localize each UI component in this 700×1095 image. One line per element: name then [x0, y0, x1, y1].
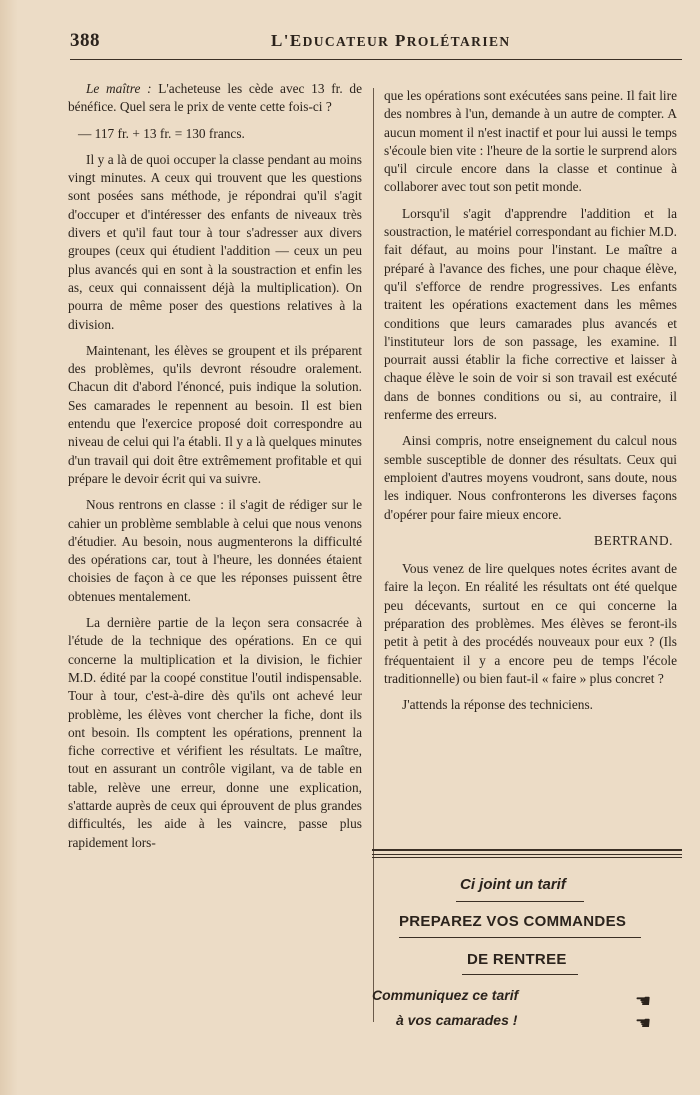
left-paragraph-6: La dernière partie de la leçon sera consacrée à l'étude de la technique des opérations. En ce qui concerne la multiplication et la division, le fichier M.D. édité par la coopé constitue l'outil indispensable. Tour à tour, c'est-à-dire dès qu'ils ont achevé leur problème, les élèves vont chercher la fiche, dont ils ont besoin. Ils comptent les opérations, prennent la fiche corrective et vérifient les résultats. Le maître, tout en assurant un contrôle vigilant, va de table en table, relève une erreur, donne une explication, s'attarde auprès de ceux qui éprouvent de plus grandes difficultés, les aide à les vaincre, passe plus rapidement lors- [68, 615, 362, 850]
running-head-part1: L'E [271, 31, 303, 50]
left-paragraph-5: Nous rentrons en classe : il s'agit de rédiger sur le cahier un problème semblable à celui que nous venons d'étudier. Au besoin, nous augmenterons la difficulté des opérations car, tout à l'heure, les données étaient choisies de façon à ce que les réponses puissent être obtenues mentalement. [68, 497, 362, 604]
right-paragraph-1: que les opérations sont exécutées sans peine. Il fait lire des nombres à l'un, demande à un autre de compter. A aucun moment il n'est inactif et pour lui aussi le temps s'écoule bien vite : l'heure de la sortie le surprend alors qu'il circule encore dans la classe et continue à collaborer avec tout son petit monde. [384, 88, 677, 195]
right-paragraph-3: Ainsi compris, notre enseignement du calcul nous semble susceptible de donner des résultats. Ceux qui emploient d'autres moyens voudront, sans doute, nous les indiquer. Nous confronterons les diverses façons d'opérer pour faire mieux encore. [384, 433, 677, 522]
left-paragraph-1 [68, 80, 362, 117]
advert-line-communiquez: Communiquez ce tarif [372, 987, 519, 1003]
advert-line-tarif: Ci joint un tarif [460, 876, 566, 893]
advert-rule [399, 937, 641, 938]
left-paragraph-4: Maintenant, les élèves se groupent et ils préparent des problèmes, qu'ils devront résoudre oralement. Chacun dit d'abord l'énoncé, puis indique la solution. Ses camarades le repennent au besoin. Il est bien entendu que l'exercice proposé doit correspondre au niveau de celui qui l'a établi. Il y a là quelques minutes d'un travail qui doit être extrêmement profitable et qui prépare le devoir écrit qui va suivre. [68, 342, 362, 486]
left-column [68, 80, 362, 860]
right-paragraph-4: Vous venez de lire quelques notes écrites avant de faire la leçon. En réalité les résultats ont été quelque peu décevants, surtout en ce qui concerne la préparation des problèmes. Mes élèves se feront-ils petit à petit à des procédés nouveaux pour eux ? (Ils fréquentaient il y a encore peu de temps l'école traditionnelle) ou bien faut-il « faire » plus concret ? [384, 561, 677, 686]
running-head-title [271, 31, 511, 51]
left-paragraph-3: Il y a là de quoi occuper la classe pendant au moins vingt minutes. A ceux qui trouvent que les questions sont posées sans méthode, je répondrai qu'il s'agit d'occuper et d'intéresser des enfants de niveaux très divers et qu'il faut tour à tour s'adresser aux divers groupes (ceux qui étudient l'addition — ceux un peu plus avancés qui en sont à la soustraction et enfin les as, ceux qui connaissent déjà la multiplication). On pourra de même poser des questions relatives à la division. [68, 151, 362, 332]
advert-rule [456, 901, 584, 902]
running-head-part2: DUCATEUR [302, 34, 390, 49]
page-edge-shadow [0, 0, 18, 1095]
author-signature: BERTRAND. [594, 532, 673, 548]
right-paragraph-2: Lorsqu'il s'agit d'apprendre l'addition et la soustraction, le matériel correspondant au fichier M.D. fait défaut, au moins pour l'instant. Le maître a préparé à l'avance des fiches, une pour chaque élève, qu'il s'efforce de rendre progressives. Les enfants traitent les opérations exactement dans les mêmes conditions que leurs camarades plus avancés et l'instituteur lors de son passage, les examine. Il pourrait aussi établir la fiche corrective et laisser à chaque élève le soin de voir si son travail est exécuté dans de bonnes conditions ou si, au contraire, il renferme des erreurs. [384, 205, 677, 423]
dialogue-text: L'acheteuse les cède avec 13 fr. de bénéfice. Quel sera le prix de vente cette fois-ci ? [68, 81, 363, 115]
advert-rule [462, 974, 578, 975]
dialogue-speaker: Le maître : [86, 81, 152, 96]
page-number: 388 [70, 30, 100, 51]
column-divider [373, 88, 374, 1022]
header-rule [70, 59, 682, 60]
calculation-line: — 117 fr. + 13 fr. = 130 francs. [78, 125, 245, 141]
advert-line-camarades: à vos camarades ! [396, 1012, 518, 1028]
pointing-hand-icon: ☚ [635, 1013, 652, 1033]
pointing-hand-icon: ☚ [635, 991, 652, 1011]
running-head-part4: ROLÉTARIEN [406, 34, 511, 49]
right-paragraph-5: J'attends la réponse des techniciens. [402, 697, 594, 713]
advert-line-rentree: DE RENTREE [467, 951, 567, 968]
page-header [66, 30, 682, 60]
advert-separator [372, 849, 682, 858]
right-column [384, 87, 677, 723]
running-head-part3: P [394, 31, 407, 50]
advert-line-commandes: PREPAREZ VOS COMMANDES [399, 913, 627, 930]
